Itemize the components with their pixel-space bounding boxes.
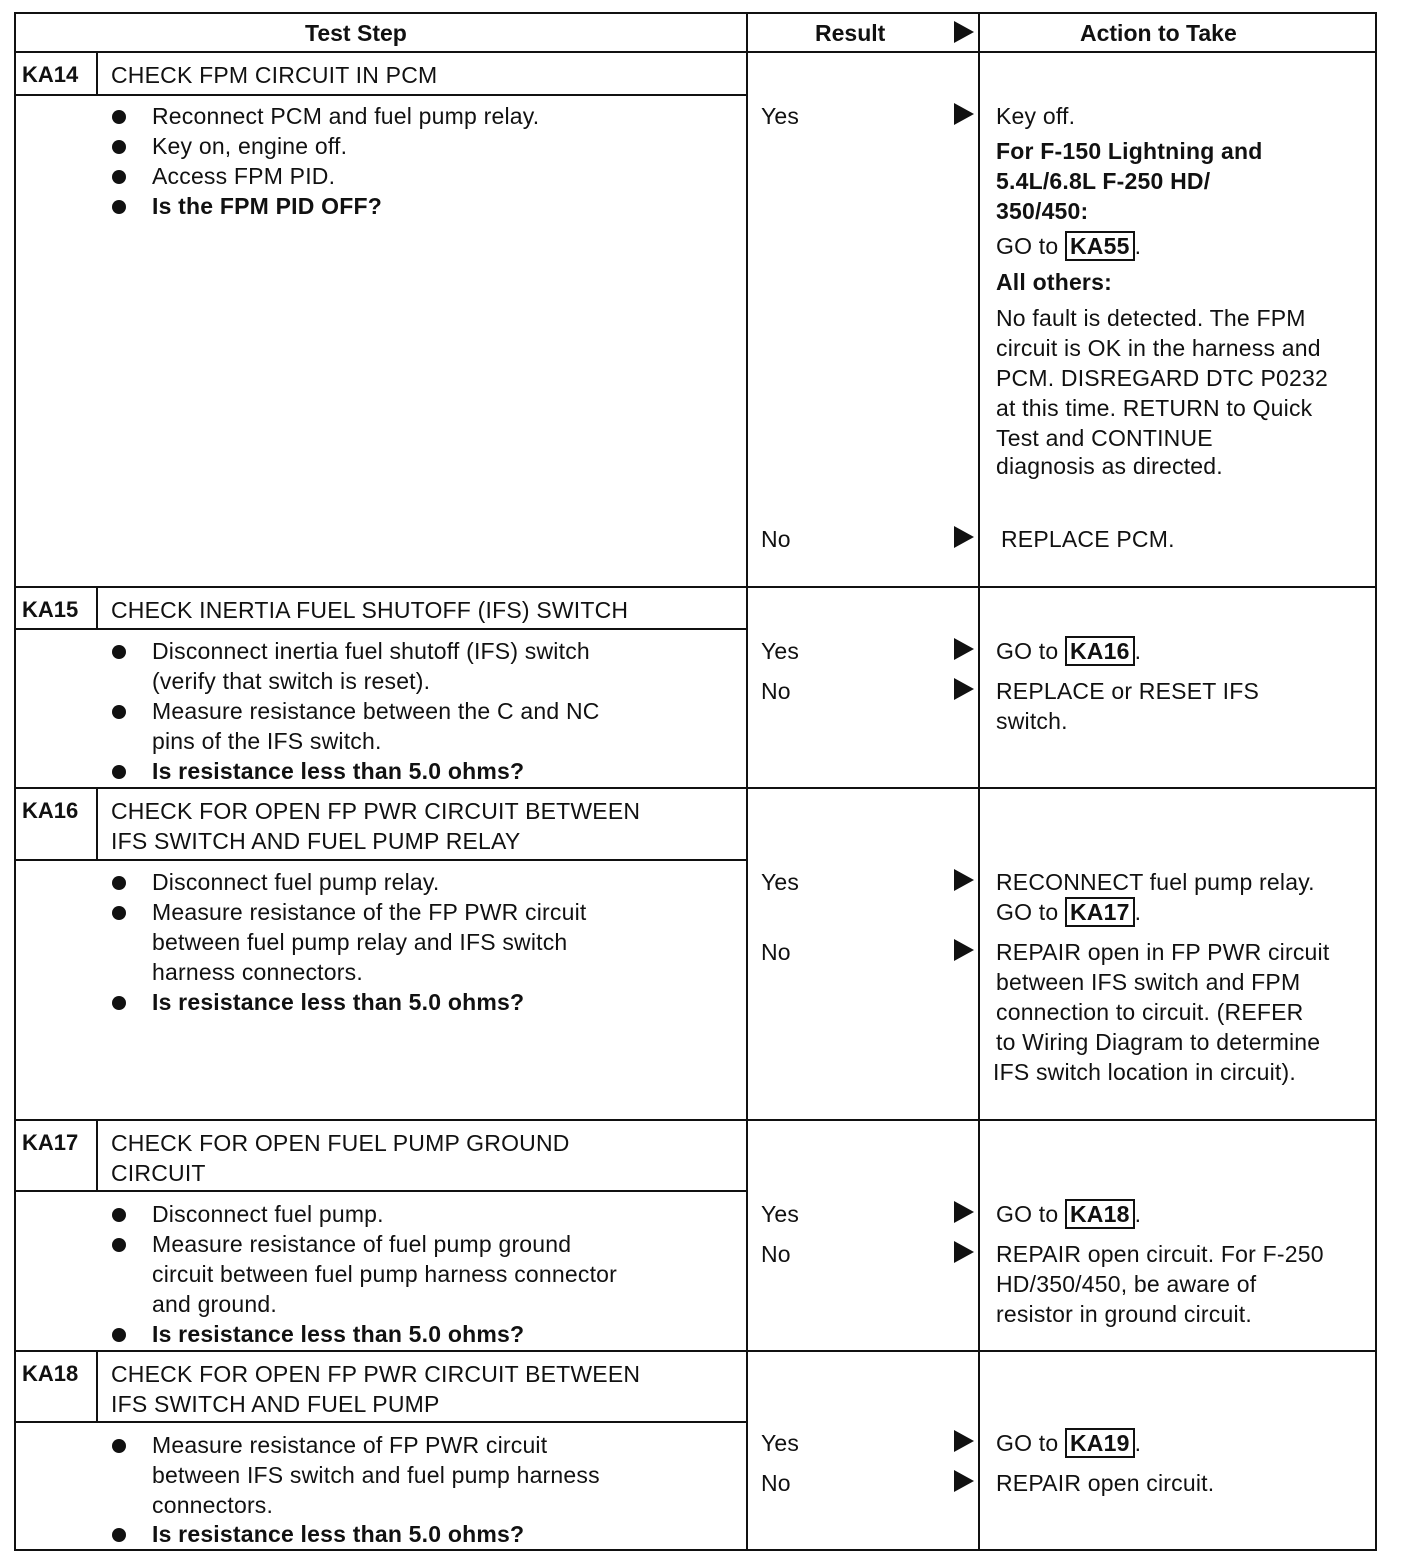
header-action: Action to Take [1080,20,1237,46]
bullet-icon [112,705,126,719]
step-id-divider [96,787,98,860]
step-id-ka18: KA18 [22,1361,79,1386]
ka17-step-2b: circuit between fuel pump harness connector [152,1261,618,1287]
step-title-ka18-line-2: IFS SWITCH AND FUEL PUMP [111,1391,440,1417]
bullet-icon [112,140,126,154]
ka14-yes-action-bold-3: 350/450: [996,198,1089,224]
step-title-underline [14,1190,747,1192]
ka14-others-line-3: PCM. DISREGARD DTC P0232 [996,365,1328,391]
step-id-ka15: KA15 [22,597,79,622]
ka16-step-2a: Measure resistance of the FP PWR circuit [152,899,587,925]
step-title-underline [14,628,747,630]
ka17-yes-goto: GO to KA18 . [996,1201,1142,1227]
step-reference-ka55[interactable]: KA55 [1065,231,1135,261]
goto-label: GO to [996,899,1059,925]
bullet-icon [112,1328,126,1342]
step-title-ka18-line-1: CHECK FOR OPEN FP PWR CIRCUIT BETWEEN [111,1361,641,1387]
step-reference-ka17[interactable]: KA17 [1065,897,1135,927]
ka18-step-1c: connectors. [152,1492,274,1518]
ka16-step-2c: harness connectors. [152,959,363,985]
bullet-icon [112,170,126,184]
arrow-icon [954,678,974,700]
arrow-icon [954,1241,974,1263]
step-reference-ka18[interactable]: KA18 [1065,1199,1135,1229]
ka18-no-action-1: REPAIR open circuit. [996,1470,1215,1496]
ka16-step-2b: between fuel pump relay and IFS switch [152,929,568,955]
goto-label: GO to [996,1201,1059,1227]
ka16-yes-action-1: RECONNECT fuel pump relay. [996,869,1315,895]
ka15-result-yes: Yes [761,638,800,664]
step-id-ka16: KA16 [22,798,79,823]
bullet-icon [112,110,126,124]
step-id-ka17: KA17 [22,1130,79,1155]
ka16-no-action-1: REPAIR open in FP PWR circuit [996,939,1330,965]
ka18-step-1b: between IFS switch and fuel pump harness [152,1462,600,1488]
ka15-no-action-2: switch. [996,708,1068,734]
ka17-step-1: Disconnect fuel pump. [152,1201,384,1227]
arrow-icon [954,869,974,891]
bullet-icon [112,1528,126,1542]
row-divider [14,586,1377,588]
arrow-icon [954,526,974,548]
ka16-result-no: No [761,939,791,965]
ka18-yes-goto: GO to KA19 . [996,1430,1142,1456]
ka17-result-yes: Yes [761,1201,800,1227]
row-divider [14,1119,1377,1121]
step-id-divider [96,1350,98,1423]
step-title-ka17-line-2: CIRCUIT [111,1160,206,1186]
ka15-question: Is resistance less than 5.0 ohms? [152,758,525,784]
ka18-result-yes: Yes [761,1430,800,1456]
goto-label: GO to [996,233,1059,259]
step-title-ka17-line-1: CHECK FOR OPEN FUEL PUMP GROUND [111,1130,570,1156]
step-title-ka16-line-2: IFS SWITCH AND FUEL PUMP RELAY [111,828,521,854]
arrow-icon [954,103,974,125]
arrow-icon [954,1470,974,1492]
bullet-icon [112,200,126,214]
row-divider [14,1350,1377,1352]
ka15-no-action-1: REPLACE or RESET IFS [996,678,1260,704]
header-divider [14,51,1377,53]
bullet-icon [112,765,126,779]
ka16-result-yes: Yes [761,869,800,895]
ka14-question: Is the FPM PID OFF? [152,193,382,219]
ka14-step-3: Access FPM PID. [152,163,336,189]
step-id-divider [96,51,98,95]
step-title-ka16-line-1: CHECK FOR OPEN FP PWR CIRCUIT BETWEEN [111,798,641,824]
ka17-step-2a: Measure resistance of fuel pump ground [152,1231,572,1257]
bullet-icon [112,1238,126,1252]
bullet-icon [112,645,126,659]
ka15-step-1a: Disconnect inertia fuel shutoff (IFS) switch [152,638,590,664]
action-column-divider [978,12,980,1551]
ka15-yes-goto: GO to KA16 . [996,638,1142,664]
goto-label: GO to [996,638,1059,664]
ka16-no-action-5: IFS switch location in circuit). [993,1059,1296,1085]
ka18-step-1a: Measure resistance of FP PWR circuit [152,1432,548,1458]
ka15-step-2b: pins of the IFS switch. [152,728,382,754]
step-reference-ka19[interactable]: KA19 [1065,1428,1135,1458]
ka14-step-1: Reconnect PCM and fuel pump relay. [152,103,540,129]
ka17-no-action-2: HD/350/450, be aware of [996,1271,1257,1297]
ka14-yes-goto: GO to KA55 . [996,233,1142,259]
ka14-yes-action-1: Key off. [996,103,1076,129]
ka14-step-2: Key on, engine off. [152,133,348,159]
arrow-icon [954,1201,974,1223]
bullet-icon [112,906,126,920]
row-divider [14,787,1377,789]
ka17-no-action-3: resistor in ground circuit. [996,1301,1252,1327]
ka15-result-no: No [761,678,791,704]
step-title-ka14: CHECK FPM CIRCUIT IN PCM [111,62,438,88]
bullet-icon [112,996,126,1010]
ka17-step-2c: and ground. [152,1291,277,1317]
ka16-no-action-3: connection to circuit. (REFER [996,999,1304,1025]
ka14-others-line-1: No fault is detected. The FPM [996,305,1306,331]
result-column-divider [746,12,748,1551]
arrow-icon [954,1430,974,1452]
bullet-icon [112,1439,126,1453]
ka15-step-2a: Measure resistance between the C and NC [152,698,600,724]
arrow-icon [954,638,974,660]
ka14-others-line-2: circuit is OK in the harness and [996,335,1321,361]
step-reference-ka16[interactable]: KA16 [1065,636,1135,666]
ka14-all-others: All others: [996,269,1112,295]
ka14-yes-action-bold-2: 5.4L/6.8L F-250 HD/ [996,168,1211,194]
ka14-others-line-6: diagnosis as directed. [996,453,1223,479]
ka14-result-no: No [761,526,791,552]
ka16-step-1: Disconnect fuel pump relay. [152,869,440,895]
step-id-divider [96,1119,98,1192]
ka17-question: Is resistance less than 5.0 ohms? [152,1321,525,1347]
bullet-icon [112,1208,126,1222]
header-test-step: Test Step [305,20,407,46]
ka14-others-line-4: at this time. RETURN to Quick [996,395,1313,421]
step-title-ka15: CHECK INERTIA FUEL SHUTOFF (IFS) SWITCH [111,597,629,623]
header-arrow-icon [954,21,974,43]
ka14-others-line-5: Test and CONTINUE [996,425,1213,451]
step-title-underline [14,859,747,861]
arrow-icon [954,939,974,961]
ka16-yes-goto: GO to KA17 . [996,899,1142,925]
ka15-step-1b: (verify that switch is reset). [152,668,431,694]
ka14-no-action: REPLACE PCM. [1001,526,1175,552]
ka16-no-action-2: between IFS switch and FPM [996,969,1301,995]
ka17-no-action-1: REPAIR open circuit. For F-250 [996,1241,1324,1267]
step-id-divider [96,586,98,629]
bullet-icon [112,876,126,890]
ka16-no-action-4: to Wiring Diagram to determine [996,1029,1321,1055]
step-title-underline [14,94,747,96]
ka17-result-no: No [761,1241,791,1267]
step-title-underline [14,1421,747,1423]
ka16-question: Is resistance less than 5.0 ohms? [152,989,525,1015]
step-id-ka14: KA14 [22,62,79,87]
ka14-result-yes: Yes [761,103,800,129]
ka14-yes-action-bold-1: For F-150 Lightning and [996,138,1263,164]
ka18-result-no: No [761,1470,791,1496]
header-result: Result [815,20,886,46]
ka18-question: Is resistance less than 5.0 ohms? [152,1521,525,1547]
goto-label: GO to [996,1430,1059,1456]
